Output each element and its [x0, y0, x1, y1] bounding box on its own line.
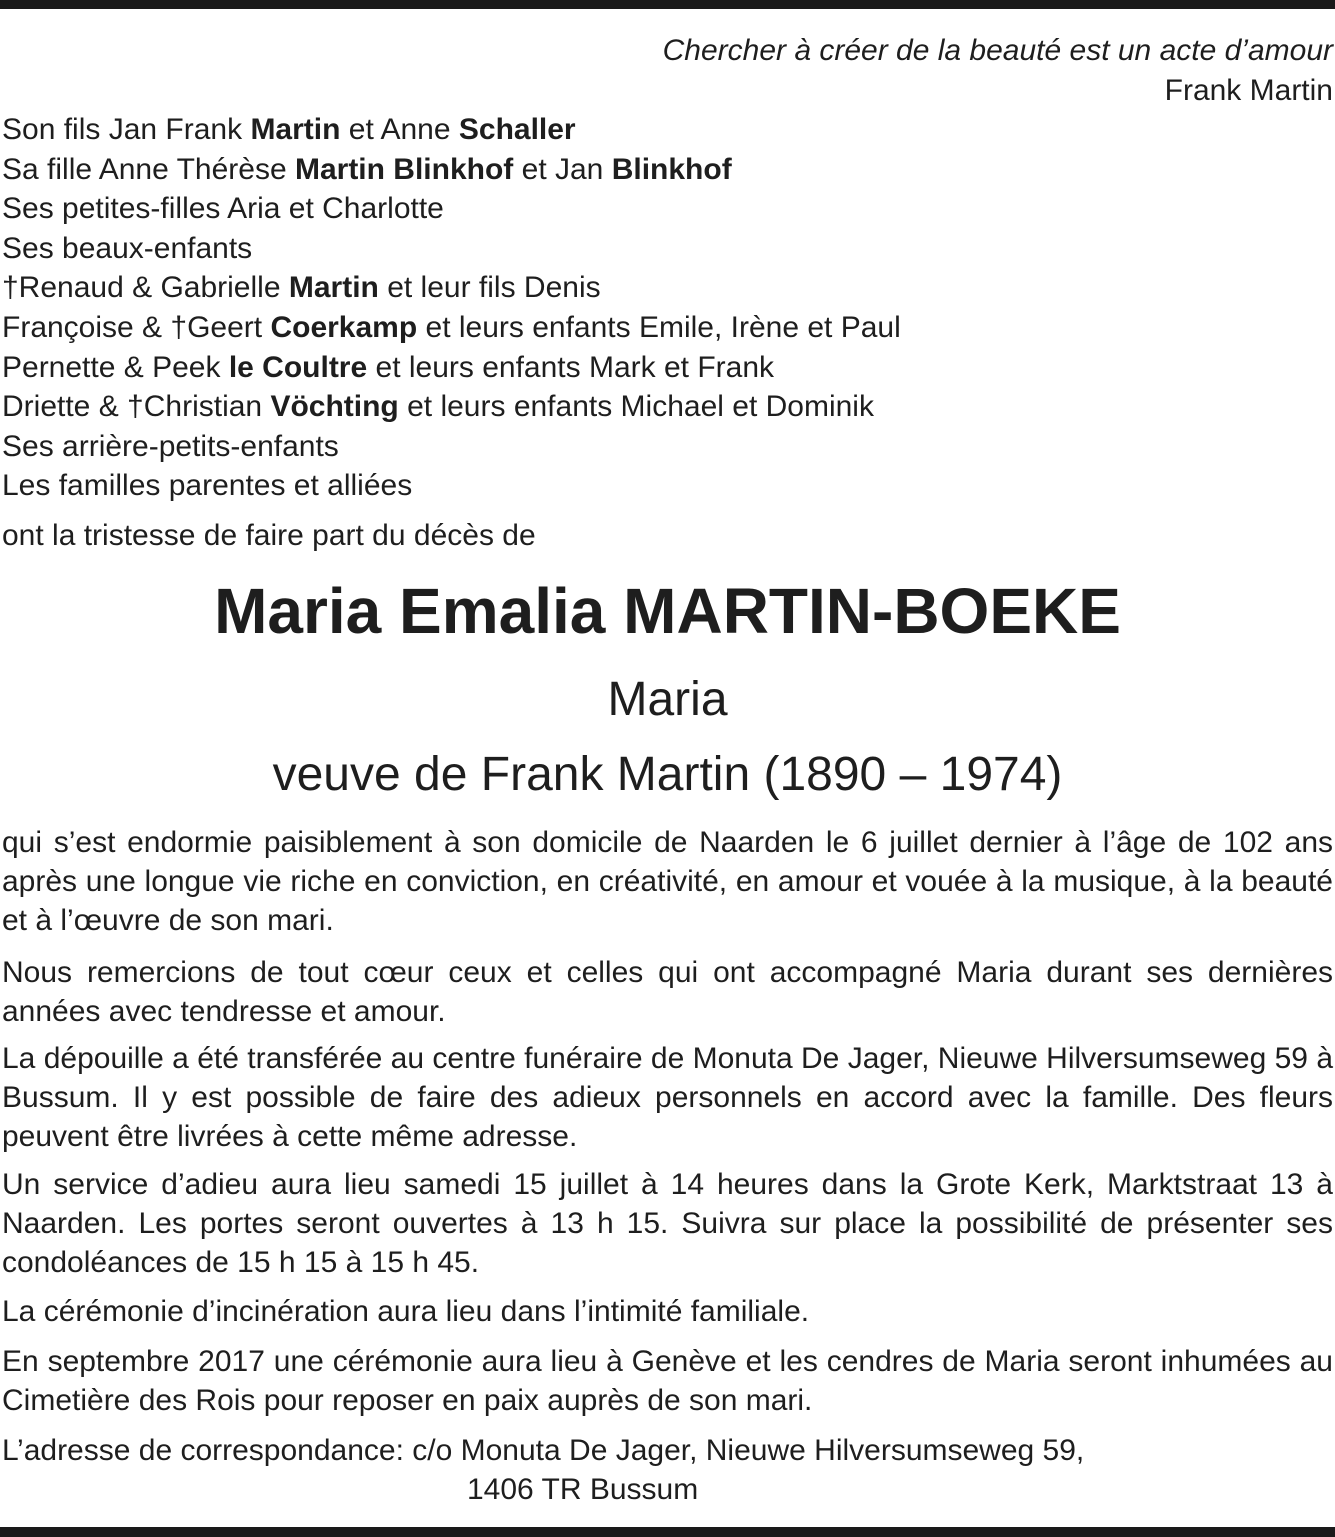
epigraph-author: Frank Martin — [1164, 74, 1333, 107]
family-surname: Vöchting — [270, 390, 399, 424]
bottom-rule — [0, 1527, 1335, 1537]
paragraph-geneva: En septembre 2017 une cérémonie aura lieu à Genève et les cendres de Maria seront inhumées au Cimetière des Rois pour reposer en paix auprès de son mari. — [2, 1345, 1333, 1417]
family-line — [2, 150, 901, 190]
top-rule — [0, 0, 1335, 9]
family-text: Driette & †Christian — [2, 390, 271, 424]
family-line — [2, 466, 901, 506]
family-text: Ses arrière-petits-enfants — [2, 429, 339, 463]
paragraph-remains: La dépouille a été transférée au centre funéraire de Monuta De Jager, Nieuwe Hilversumseweg 59 à Bussum. Il y est possible de faire des adieux personnels en accord avec la famille. Des fleurs peuvent être livrées à cette même adresse. — [2, 1042, 1333, 1153]
deceased-nickname: Maria — [607, 673, 728, 726]
paragraph-thanks: Nous remercions de tout cœur ceux et celles qui ont accompagné Maria durant ses dernières années avec tendresse et amour. — [2, 956, 1333, 1028]
family-line — [2, 268, 901, 308]
family-line — [2, 387, 901, 427]
family-text: Son fils Jan Frank — [2, 113, 251, 146]
family-text: †Renaud & Gabrielle — [2, 271, 289, 305]
family-surname: Martin Blinkhof — [294, 152, 514, 186]
family-text: et leurs enfants Mark et Frank — [367, 350, 775, 384]
correspondence-address-city: 1406 TR Bussum — [467, 1473, 699, 1506]
deceased-name: Maria Emalia MARTIN-BOEKE — [214, 575, 1121, 647]
family-text: et leur fils Denis — [378, 271, 601, 305]
family-surname: Martin — [288, 271, 379, 305]
family-surname: le Coultre — [228, 350, 368, 384]
paragraph-service: Un service d’adieu aura lieu samedi 15 juillet à 14 heures dans la Grote Kerk, Marktstraat 13 à Naarden. Les portes seront ouvertes à 13 h 15. Suivra sur place la possibilité de présenter ses condoléances de 15 h 15 à 15 h 45. — [2, 1168, 1333, 1279]
family-text: Sa fille Anne Thérèse — [2, 152, 295, 186]
family-text: Les familles parentes et alliées — [2, 469, 413, 503]
family-text: et leurs enfants Emile, Irène et Paul — [417, 310, 901, 344]
announcement-intro: ont la tristesse de faire part du décès de — [2, 519, 536, 552]
family-surname: Martin — [250, 113, 341, 146]
family-list — [2, 110, 901, 506]
correspondence-address: L’adresse de correspondance: c/o Monuta De Jager, Nieuwe Hilversumseweg 59, — [2, 1434, 1085, 1467]
paragraph-cremation: La cérémonie d’incinération aura lieu dans l’intimité familiale. — [2, 1295, 810, 1328]
epigraph-quote: Chercher à créer de la beauté est un acte d’amour — [662, 34, 1333, 67]
family-surname: Coerkamp — [270, 310, 418, 344]
family-text: et leurs enfants Michael et Dominik — [398, 390, 874, 424]
family-line — [2, 427, 901, 467]
family-text: Ses petites-filles Aria et Charlotte — [2, 192, 444, 226]
widow-of-line: veuve de Frank Martin (1890 – 1974) — [272, 748, 1063, 801]
family-text: Pernette & Peek — [2, 350, 229, 384]
family-line — [2, 308, 901, 348]
family-text: et Jan — [513, 152, 612, 186]
paragraph-passing: qui s’est endormie paisiblement à son domicile de Naarden le 6 juillet dernier à l’âge de 102 ans après une longue vie riche en conviction, en créativité, en amour et vouée à la musique, à la beauté et à l’œuvre de son mari. — [2, 826, 1333, 937]
epigraph — [663, 31, 1333, 111]
family-line — [2, 229, 901, 269]
family-surname: Blinkhof — [611, 152, 732, 186]
family-line — [2, 189, 901, 229]
family-surname: Schaller — [458, 113, 576, 146]
family-text: et Anne — [340, 113, 459, 146]
family-text: Françoise & †Geert — [2, 310, 271, 344]
family-text: Ses beaux-enfants — [2, 231, 253, 265]
family-line — [2, 348, 901, 388]
family-line — [2, 110, 901, 150]
